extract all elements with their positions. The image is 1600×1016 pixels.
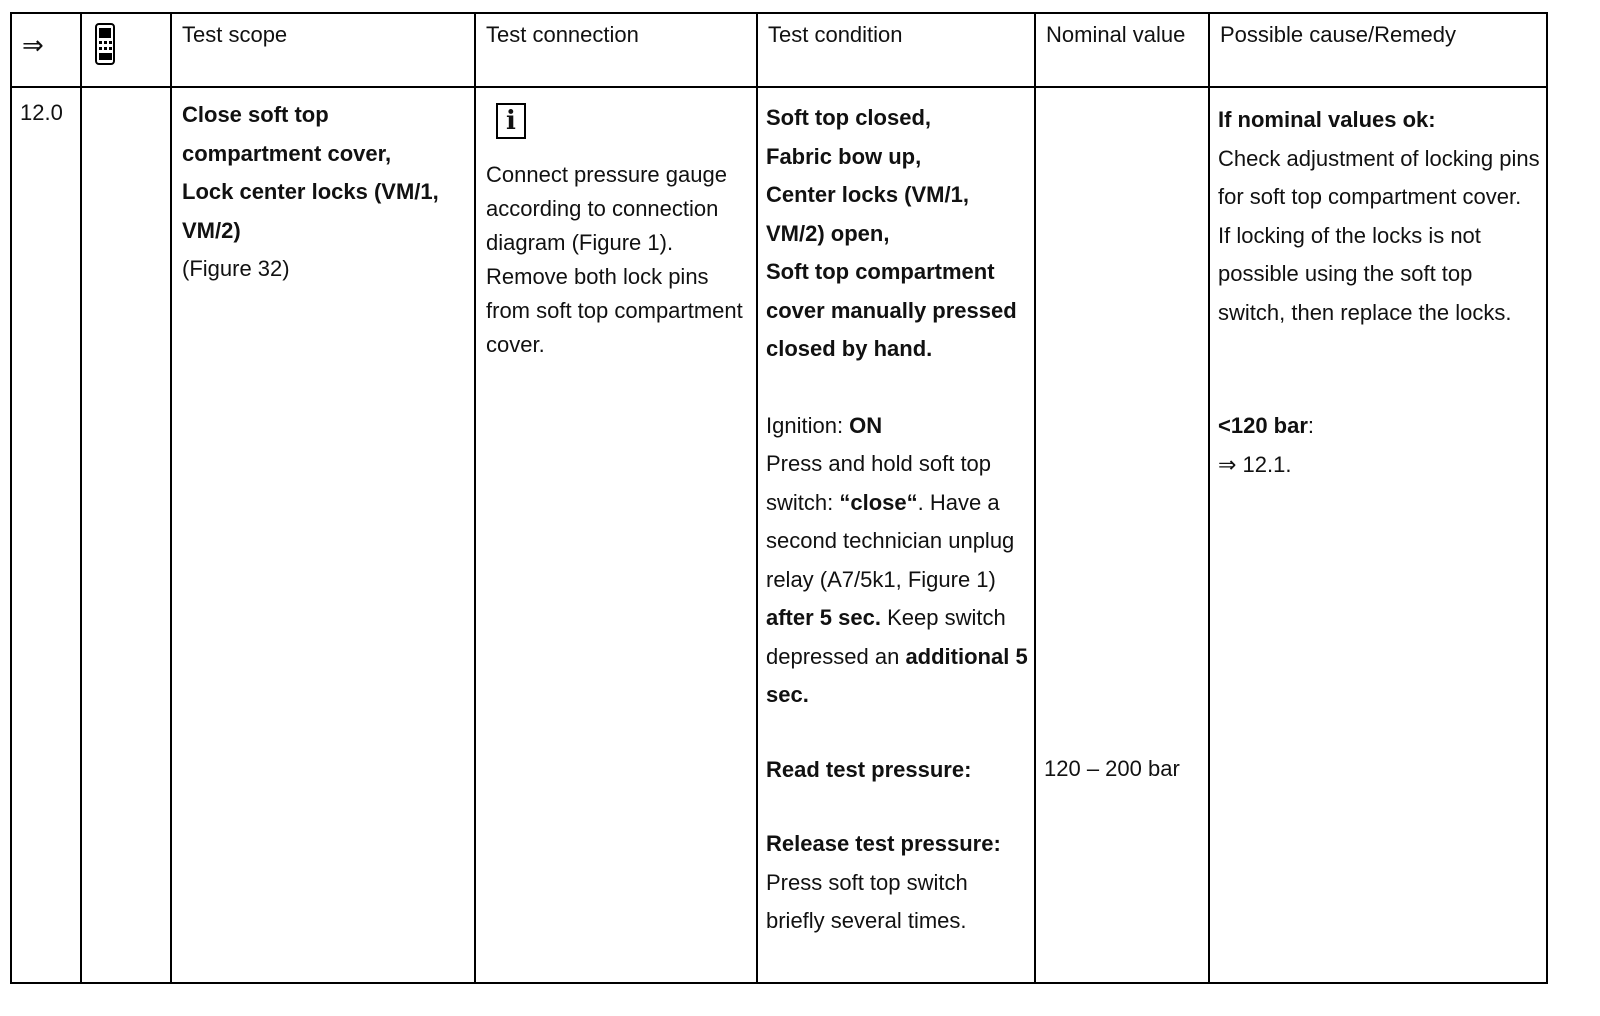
- ignition-value: ON: [849, 412, 883, 438]
- header-nominal-value: Nominal value: [1046, 22, 1186, 47]
- table-top-border: [10, 12, 1548, 14]
- tester-device-icon: [94, 22, 116, 66]
- test-condition-cell: [766, 99, 1028, 941]
- possible-cause-cell: [1218, 101, 1540, 484]
- switch-close-text: “close“: [839, 489, 918, 515]
- col-divider-2: [170, 12, 172, 984]
- test-connection-cell: [486, 158, 743, 362]
- condition-line: briefly several times.: [766, 908, 967, 933]
- condition-line: Press and hold soft top: [766, 451, 992, 476]
- remedy-line: Check adjustment of locking pins: [1218, 145, 1540, 171]
- condition-line: relay (A7/5k1, Figure 1): [766, 566, 996, 592]
- test-connection-line: from soft top compartment: [486, 298, 743, 323]
- goto-step-link[interactable]: ⇒ 12.1.: [1218, 451, 1292, 477]
- low-pressure-colon: :: [1307, 413, 1315, 438]
- additional-text: additional 5: [905, 643, 1028, 669]
- test-scope-line: compartment cover,: [182, 140, 392, 166]
- test-connection-line: diagram (Figure 1).: [486, 230, 674, 255]
- col-divider-1: [80, 12, 82, 984]
- switch-pre: switch:: [766, 489, 840, 515]
- condition-line: VM/2) open,: [766, 220, 890, 246]
- test-scope-line: Lock center locks (VM/1,: [182, 179, 439, 204]
- ok-label: If nominal values ok:: [1218, 107, 1436, 132]
- table-bottom-border: [10, 982, 1548, 984]
- remedy-line: switch, then replace the locks.: [1218, 299, 1512, 325]
- header-possible-cause: Possible cause/Remedy: [1220, 22, 1457, 47]
- test-scope-cell: [182, 96, 439, 289]
- table-left-border: [10, 12, 12, 984]
- release-pressure-label: Release test pressure:: [766, 831, 1001, 856]
- condition-line: closed by hand.: [766, 336, 933, 361]
- header-test-condition: Test condition: [768, 22, 903, 47]
- arrow-icon: ⇒: [22, 30, 44, 60]
- switch-post: . Have a: [917, 489, 1000, 515]
- condition-line: Soft top compartment: [766, 259, 995, 284]
- header-test-scope: Test scope: [182, 22, 288, 47]
- ignition-line: [766, 407, 1028, 446]
- depressed-text: depressed an: [766, 643, 906, 669]
- condition-line: Center locks (VM/1,: [766, 182, 969, 207]
- step-number: 12.0: [20, 100, 63, 125]
- low-pressure-label: <120 bar: [1218, 413, 1308, 438]
- col-divider-6: [1208, 12, 1210, 984]
- read-pressure-label: Read test pressure:: [766, 756, 972, 782]
- table-right-border: [1546, 12, 1548, 984]
- test-connection-line: Connect pressure gauge: [486, 162, 727, 187]
- test-scope-figure-ref: (Figure 32): [182, 256, 290, 281]
- remedy-line: possible using the soft top: [1218, 261, 1473, 286]
- remedy-line: for soft top compartment cover.: [1218, 184, 1522, 209]
- condition-line: Press soft top switch: [766, 869, 968, 895]
- test-connection-line: Remove both lock pins: [486, 264, 709, 289]
- remedy-line: If locking of the locks is not: [1218, 222, 1481, 248]
- condition-line: sec.: [766, 682, 809, 707]
- switch-line: [766, 484, 1028, 523]
- col-divider-5: [1034, 12, 1036, 984]
- ignition-label: Ignition:: [766, 412, 850, 438]
- nominal-value: 120 – 200 bar: [1044, 756, 1180, 781]
- test-connection-line: cover.: [486, 332, 545, 357]
- keep-switch: Keep switch: [880, 605, 1006, 630]
- after-line: [766, 599, 1028, 638]
- low-pressure-line: [1218, 407, 1540, 446]
- col-divider-4: [756, 12, 758, 984]
- test-scope-line: VM/2): [182, 217, 241, 243]
- test-connection-line: according to connection: [486, 196, 719, 221]
- condition-line: cover manually pressed: [766, 297, 1017, 323]
- after-5-sec: after 5 sec.: [766, 605, 881, 630]
- condition-line: second technician unplug: [766, 528, 1015, 553]
- depressed-line: [766, 638, 1028, 677]
- info-icon: i: [496, 103, 526, 139]
- header-bottom-border: [10, 86, 1548, 88]
- condition-line: Fabric bow up,: [766, 143, 922, 169]
- header-test-connection: Test connection: [486, 22, 639, 47]
- col-divider-3: [474, 12, 476, 984]
- condition-line: Soft top closed,: [766, 105, 931, 130]
- test-scope-line: Close soft top: [182, 102, 329, 127]
